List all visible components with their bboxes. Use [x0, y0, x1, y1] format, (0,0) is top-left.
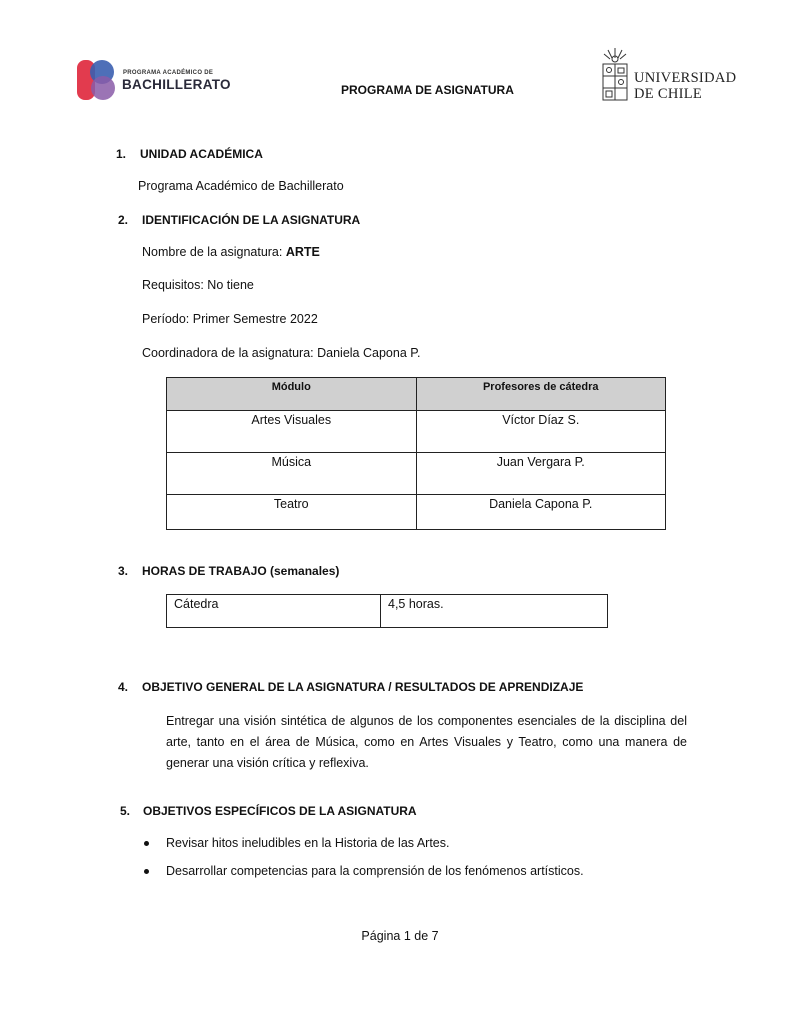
table-header-row: [167, 378, 666, 411]
table-cell: Víctor Díaz S.: [416, 411, 666, 453]
section-2-title: IDENTIFICACIÓN DE LA ASIGNATURA: [142, 213, 361, 227]
requisitos: Requisitos: No tiene: [142, 278, 254, 292]
section-1-number: 1.: [116, 147, 127, 161]
section-1-title: UNIDAD ACADÉMICA: [140, 147, 263, 161]
bullet-icon: [144, 841, 149, 846]
list-item: Revisar hitos ineludibles en la Historia de las Artes.: [166, 836, 450, 850]
universidad-de-chile-logo: [600, 46, 735, 104]
list-item: Desarrollar competencias para la comprensión de los fenómenos artísticos.: [166, 864, 584, 878]
section-3-number: 3.: [118, 564, 129, 578]
bullet-icon: [144, 869, 149, 874]
section-4-title: OBJETIVO GENERAL DE LA ASIGNATURA / RESULTADOS DE APRENDIZAJE: [142, 680, 584, 694]
table-cell: Cátedra: [167, 595, 381, 628]
bachillerato-logo: [75, 58, 245, 104]
bachillerato-logo-icon: [75, 58, 119, 102]
logo-left-small-text: PROGRAMA ACADÉMICO DE: [123, 70, 214, 76]
periodo: Período: Primer Semestre 2022: [142, 312, 318, 326]
table-cell: Música: [167, 453, 417, 495]
section-4-number: 4.: [118, 680, 129, 694]
table-cell: 4,5 horas.: [381, 595, 608, 628]
section-3-title: HORAS DE TRABAJO (semanales): [142, 564, 340, 578]
table-row: [167, 411, 666, 453]
table-row: [167, 453, 666, 495]
section-4-paragraph: Entregar una visión sintética de algunos de los componentes esenciales de la disciplina del arte, tanto en el área de Música, como en Artes Visuales y Teatro, como una manera de generar una visión crítica y reflexiva.: [166, 714, 687, 770]
document-title: PROGRAMA DE ASIGNATURA: [341, 83, 514, 97]
logo-right-line1: UNIVERSIDAD: [634, 70, 737, 86]
table-row: [167, 495, 666, 530]
page-number: Página 1 de 7: [361, 929, 439, 943]
nombre-label: Nombre de la asignatura:: [142, 245, 286, 259]
nombre-asignatura: [142, 245, 320, 259]
table-cell: Teatro: [167, 495, 417, 530]
nombre-value: ARTE: [285, 245, 320, 259]
section-2-number: 2.: [118, 213, 129, 227]
table-header-profesores: Profesores de cátedra: [416, 378, 666, 411]
table-cell: Juan Vergara P.: [416, 453, 666, 495]
section-5-title: OBJETIVOS ESPECÍFICOS DE LA ASIGNATURA: [143, 804, 417, 818]
modulos-table: [166, 377, 666, 530]
table-cell: Daniela Capona P.: [416, 495, 666, 530]
section-5-number: 5.: [120, 804, 131, 818]
table-cell: Artes Visuales: [167, 411, 417, 453]
horas-table: [166, 594, 608, 628]
university-crest-icon: [600, 46, 630, 102]
table-row: [167, 595, 608, 628]
table-header-modulo: Módulo: [167, 378, 417, 411]
section-1-text: Programa Académico de Bachillerato: [138, 179, 344, 193]
logo-right-line2: DE CHILE: [634, 86, 703, 102]
logo-left-big-text: BACHILLERATO: [122, 77, 231, 92]
coordinadora: Coordinadora de la asignatura: Daniela Capona P.: [142, 346, 421, 360]
